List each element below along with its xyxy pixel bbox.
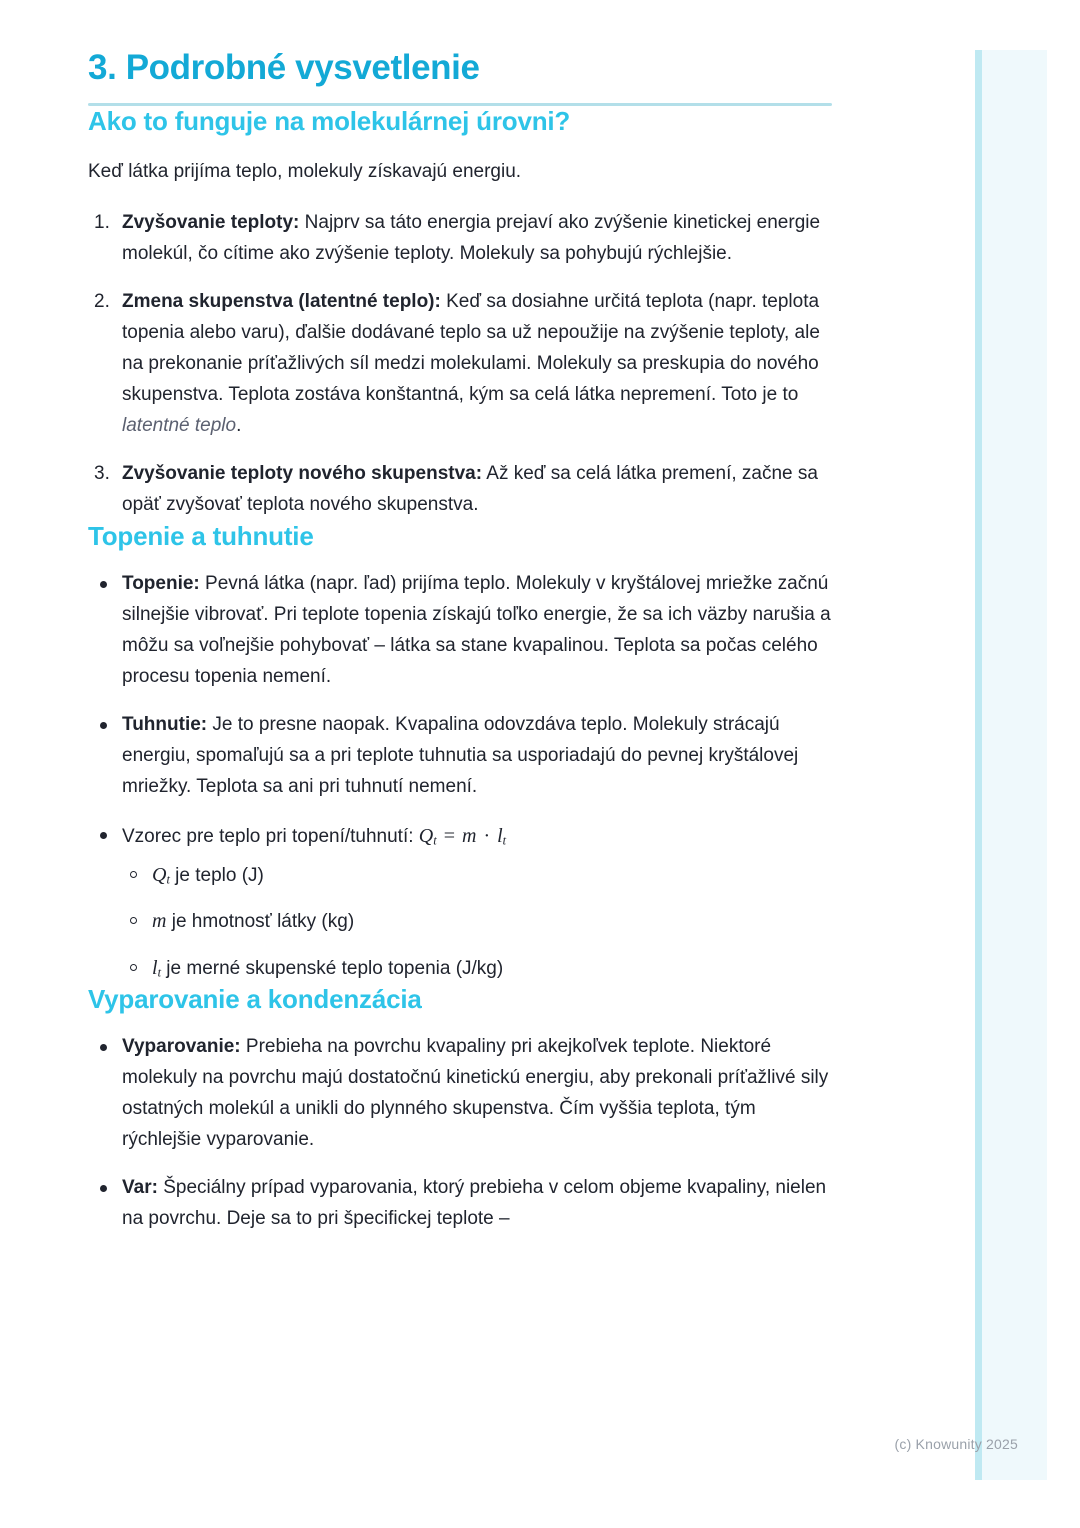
bullet-list-melting-freezing — [88, 552, 834, 984]
list-item — [88, 1032, 834, 1156]
variable-description: je hmotnosť látky (kg) — [166, 911, 355, 933]
list-item-text: Keď sa dosiahne určitá teplota (napr. teplota topenia alebo varu), ďalšie dodávané teplo sa už nepoužije na zvýšenie teploty, ale na prekonanie príťažlivých síl medzi molekulami. Molekuly sa preskupia do nového skupenstva. Teplota zostáva konštantná, kým sa celá látka nepremení. Toto je to — [122, 291, 820, 406]
list-item-lead: Zmena skupenstva (latentné teplo): — [122, 291, 441, 313]
list-item — [122, 859, 834, 891]
list-item — [88, 569, 834, 693]
section-heading-evaporation-condensation: Vyparovanie a kondenzácia — [88, 984, 422, 1015]
variable-subscript: t — [157, 965, 162, 980]
list-item-text: Až keď sa celá látka premení, začne sa opäť zvyšovať teplota nového skupenstva. — [122, 463, 818, 515]
list-item-lead: Zvyšovanie teploty nového skupenstva: — [122, 463, 483, 485]
list-item — [88, 1173, 834, 1235]
formula-equals: = — [443, 824, 455, 847]
variable-description: je teplo (J) — [169, 864, 264, 886]
decorative-right-panel — [975, 50, 1047, 1480]
list-item-lead: Zvyšovanie teploty: — [122, 212, 300, 234]
list-item-text: Najprv sa táto energia prejaví ako zvýšenie kinetickej energie molekúl, čo cítime ako zvýšenie teploty. Molekuly sa pohybujú rýchlejšie. — [122, 212, 821, 265]
variable-symbol — [152, 864, 170, 886]
section-intro-paragraph: Keď látka prijíma teplo, molekuly získavajú energiu. — [88, 161, 522, 183]
list-item — [122, 905, 834, 937]
variable-base: m — [152, 910, 167, 933]
copyright-watermark: (c) Knowunity 2025 — [894, 1436, 1018, 1452]
section-heading-molecular-level: Ako to funguje na molekulárnej úrovni? — [88, 106, 571, 137]
list-item-lead: Tuhnutie: — [122, 714, 208, 736]
list-item — [88, 459, 834, 521]
bullet-list-evaporation — [88, 1015, 834, 1235]
decorative-right-panel-edge — [975, 50, 982, 1480]
list-item — [122, 952, 834, 984]
page-title: 3. Podrobné vysvetlenie — [88, 48, 480, 87]
list-item-text: Špeciálny prípad vyparovania, ktorý prebieha v celom objeme kvapaliny, nielen na povrchu. Deje sa to pri špecifickej teplote – — [122, 1177, 827, 1230]
formula-m: m — [461, 824, 477, 847]
list-item-tail: . — [236, 415, 242, 437]
formula-expression — [419, 825, 506, 847]
formula-q: Q — [418, 824, 434, 847]
formula-variable-list — [122, 853, 834, 984]
list-marker: 1. — [94, 212, 110, 234]
list-item-lead: Vyparovanie: — [122, 1036, 241, 1058]
formula-l: l — [497, 824, 503, 847]
list-item-text: Pevná látka (napr. ľad) prijíma teplo. Molekuly v kryštálovej mriežke začnú silnejšie vibrovať. Pri teplote topenia získajú toľko energie, že sa ich väzby narušia a môžu sa voľnejšie pohybovať – látka sa stane kvapalinou. Teplota sa počas celého procesu topenia nemení. — [122, 573, 831, 688]
variable-subscript: t — [166, 872, 170, 887]
formula-q-subscript: t — [433, 833, 437, 848]
variable-symbol — [152, 910, 166, 932]
list-item-lead: Var: — [122, 1177, 158, 1199]
formula-intro-text: Vzorec pre teplo pri topení/tuhnutí: — [122, 825, 419, 847]
list-marker: 2. — [94, 291, 110, 313]
list-marker: 3. — [94, 463, 110, 485]
list-item — [88, 710, 834, 803]
formula-l-subscript: t — [502, 833, 507, 848]
list-item — [88, 208, 834, 270]
list-item-emphasis: latentné teplo — [122, 415, 237, 437]
list-item — [88, 287, 834, 442]
numbered-list-process — [88, 188, 834, 521]
document-body — [88, 0, 834, 1235]
list-item-formula — [88, 820, 834, 984]
list-item-lead: Topenie: — [122, 573, 200, 595]
variable-base: l — [152, 956, 158, 979]
section-heading-melting-freezing: Topenie a tuhnutie — [88, 520, 314, 551]
variable-symbol — [152, 957, 161, 979]
list-item-text: Prebieha na povrchu kvapaliny pri akejkoľvek teplote. Niektoré molekuly na povrchu majú dostatočnú kinetickú energiu, aby prekonali príťažlivé sily ostatných molekúl a unikli do plynného skupenstva. Čím vyššia teplota, tým rýchlejšie vyparovanie. — [122, 1036, 829, 1151]
variable-base: Q — [152, 863, 167, 886]
variable-description: je merné skupenské teplo topenia (J/kg) — [161, 957, 504, 979]
formula-operator: · — [483, 824, 491, 847]
list-item-text: Je to presne naopak. Kvapalina odovzdáva teplo. Molekuly strácajú energiu, spomaľujú sa a pri teplote tuhnutia sa usporiadajú do pevnej kryštálovej mriežky. Teplota sa ani pri tuhnutí nemení. — [122, 714, 799, 797]
